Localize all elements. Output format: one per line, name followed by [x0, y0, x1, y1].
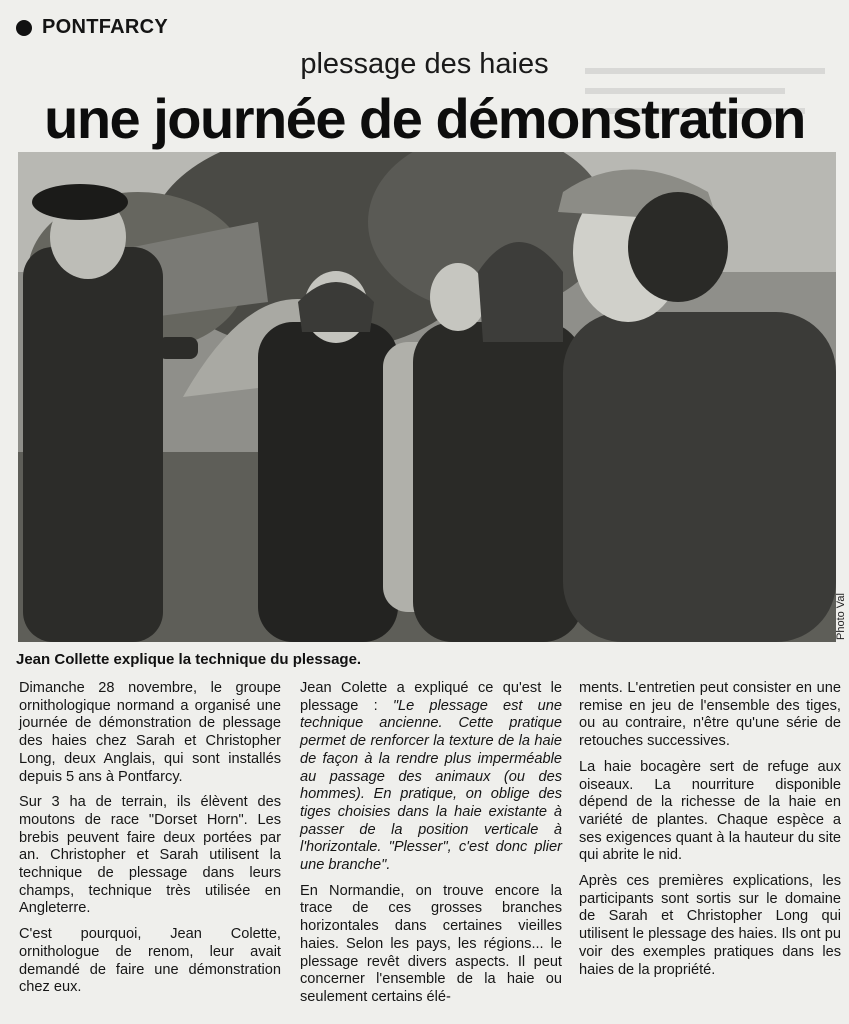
quote-intro: Jean Colette a expliqué ce qu'est le plessage :	[300, 680, 562, 714]
article-column-2	[300, 680, 562, 1015]
paragraph	[300, 680, 562, 875]
paragraph: Après ces premières explications, les participants sont sortis sur le domaine de Sarah et Christopher Long qui utilisent le plessage des haies. Ils ont pu voir des exemples pratiques dans les haies de la propriété.	[579, 873, 841, 978]
paragraph: La haie bocagère sert de refuge aux oiseaux. La nourriture disponible dépend de la richesse de la haie en variété de plantes. Chaque espèce a ses exigences quant à la hauteur du site qui abrite le nid.	[579, 758, 841, 864]
article-column-1	[19, 680, 281, 1005]
article-column-3	[579, 680, 841, 987]
photo-caption: Jean Collette explique la technique du plessage.	[16, 651, 362, 668]
paragraph: C'est pourquoi, Jean Colette, ornithologue de renom, leur avait demandé de faire une démonstration chez eux.	[19, 926, 281, 996]
article-photo	[18, 152, 836, 642]
quote-text: "Le plessage est une technique ancienne. Cette pratique permet de renforcer la texture de la haie de façon à la rendre plus imperméable au passage des animaux (ou des hommes). En pratique, on oblige des tiges choisies dans la haie existante à passer de la position verticale à l'horizontale. "Plesser", c'est donc plier une branche".	[300, 697, 562, 874]
section-header	[16, 16, 168, 39]
paragraph: En Normandie, on trouve encore la trace de ces grosses branches horizontales dans certaines vieilles haies. Selon les pays, les régions... le plessage revêt divers aspects. Il peut concerner l'ensemble de la haie ou seulement certains élé-	[300, 882, 562, 1005]
bullet-icon	[16, 20, 32, 36]
photo-credit: Photo Val	[835, 593, 847, 640]
photo-illustration	[18, 152, 836, 642]
article-headline: une journée de démonstration	[44, 87, 805, 150]
paragraph: Dimanche 28 novembre, le groupe ornithologique normand a organisé une journée de démonstration de plessage des haies chez Sarah et Christopher Long, deux Anglais, qui sont installés depuis 5 ans à Pontfarcy.	[19, 680, 281, 785]
paragraph: ments. L'entretien peut consister en une remise en jeu de l'ensemble des tiges, ou au contraire, n'être qu'une série de retouches successives.	[579, 680, 841, 750]
article-kicker: plessage des haies	[300, 48, 549, 80]
paragraph: Sur 3 ha de terrain, ils élèvent des moutons de race "Dorset Horn". Les brebis peuvent faire deux portées par an. Christopher et Sarah utilisent la technique de plessage dans leurs champs, technique très utilisée en Angleterre.	[19, 794, 281, 917]
section-label: PONTFARCY	[42, 16, 169, 38]
